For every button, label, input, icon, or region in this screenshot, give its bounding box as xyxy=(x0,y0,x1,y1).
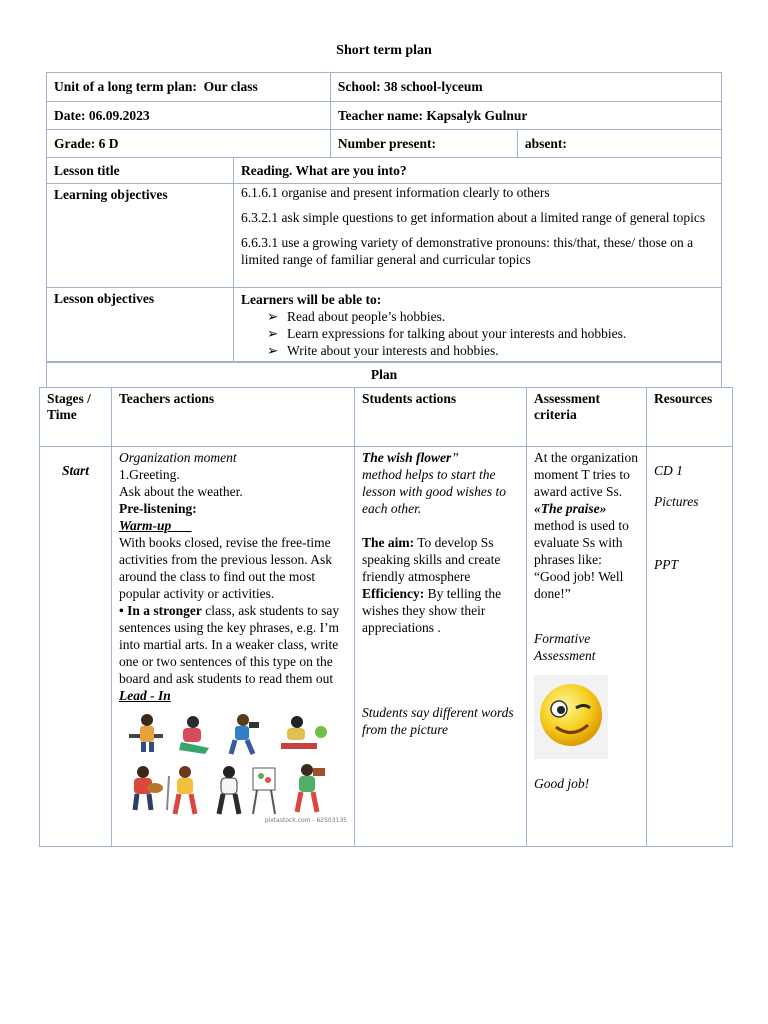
plan-header-table xyxy=(46,362,722,388)
arrow-bullet-icon: ➢ xyxy=(267,326,279,341)
stronger-class-text: • In a stronger class, ask students to say sentences using the key phrases, e.g. I’m into martial arts. In a weaker class, write one or two sentences of this type on the board and ask students to read them out xyxy=(119,603,340,686)
resource-item: Pictures xyxy=(654,494,699,509)
lesson-title-label: Lesson title xyxy=(47,158,234,184)
column-header-assessment: Assessment criteria xyxy=(527,388,647,447)
learning-objective: 6.3.2.1 ask simple questions to get information about a limited range of general topics xyxy=(241,210,706,225)
greeting: 1.Greeting. xyxy=(119,467,180,482)
teacher-actions-cell xyxy=(112,447,355,847)
arrow-bullet-icon: ➢ xyxy=(267,309,279,324)
number-present-cell: Number present: xyxy=(330,130,517,158)
bullet-dot: • xyxy=(119,603,128,618)
school-cell: School: 38 school-lyceum xyxy=(330,73,721,102)
column-header-teacher: Teachers actions xyxy=(112,388,355,447)
learning-objective: 6.1.6.1 organise and present information clearly to others xyxy=(241,185,550,200)
resource-item: PPT xyxy=(654,557,679,572)
column-header-stages: Stages / Time xyxy=(40,388,112,447)
teacher-cell: Teacher name: Kapsalyk Gulnur xyxy=(330,102,721,130)
good-job-text: Good job! xyxy=(534,776,590,791)
resource-item: CD 1 xyxy=(654,463,683,478)
stage-cell xyxy=(40,447,112,847)
wish-flower-text: method helps to start the lesson with good wishes to each other. xyxy=(362,467,507,516)
aim-text: The aim: To develop Ss speaking skills and create friendly atmosphere xyxy=(362,535,501,584)
lesson-objectives-intro: Learners will be able to: xyxy=(241,292,382,307)
warm-up-text: With books closed, revise the free-time activities from the previous lesson. Ask around the class to find out the most popular activity or activities. xyxy=(119,535,332,601)
lesson-title-value: Reading. What are you into? xyxy=(234,158,722,184)
lead-in-heading: Lead - In xyxy=(119,688,171,703)
column-header-students: Students actions xyxy=(355,388,527,447)
lesson-info-table xyxy=(46,72,722,362)
plan-heading: Plan xyxy=(47,363,722,388)
unit-cell xyxy=(47,73,331,102)
learning-objectives-cell xyxy=(234,184,722,288)
list-item: ➢ Write about your interests and hobbies. xyxy=(267,343,499,358)
absent-cell: absent: xyxy=(517,130,721,158)
hobbies-illustration xyxy=(121,710,347,824)
efficiency-text: Efficiency: By telling the wishes they show their appreciations . xyxy=(362,586,502,635)
winking-smiley-icon xyxy=(534,675,608,759)
learning-objectives-label: Learning objectives xyxy=(47,184,234,288)
date-cell: Date: 06.09.2023 xyxy=(47,102,331,130)
image-credit: pixtastock.com - 62503135 xyxy=(264,817,347,824)
arrow-bullet-icon: ➢ xyxy=(267,343,279,358)
pre-listening: Pre-listening: xyxy=(119,501,197,516)
lesson-objectives-cell xyxy=(234,288,722,362)
grade-cell: Grade: 6 D xyxy=(47,130,331,158)
unit-value: Our class xyxy=(203,79,258,94)
assessment-cell xyxy=(527,447,647,847)
picture-words-text: Students say different words from the picture xyxy=(362,705,514,737)
wish-flower-title: The wish flower xyxy=(362,450,452,465)
formative-assessment: Formative Assessment xyxy=(534,631,596,663)
unit-label: Unit of a long term plan: xyxy=(54,79,197,94)
org-moment: Organization moment xyxy=(119,450,237,465)
warm-up-heading: Warm-up xyxy=(119,518,172,533)
assessment-text: At the organization moment T tries to award active Ss. «The praise» method is used to evaluate Ss with phrases like: “Good job! Well done!” xyxy=(534,450,638,601)
weather: Ask about the weather. xyxy=(119,484,243,499)
plan-table xyxy=(39,387,733,847)
resources-cell xyxy=(647,447,733,847)
stage-start: Start xyxy=(61,463,89,478)
list-item: ➢ Read about people’s hobbies. xyxy=(267,309,446,324)
column-header-resources: Resources xyxy=(647,388,733,447)
learning-objective: 6.6.3.1 use a growing variety of demonstrative pronouns: this/that, these/ those on a limited range of familiar general and curricular topics xyxy=(241,235,694,267)
students-actions-cell: The wish flower” method helps to start the lesson with good wishes to each other. The aim: To develop Ss speaking skills and create friendly atmosphere Efficiency: By telling the wishes they show their appreciations . Students say different words from the picture xyxy=(355,447,527,847)
lesson-objectives-label: Lesson objectives xyxy=(47,288,234,362)
document-title: Short term plan xyxy=(336,43,432,58)
list-item: ➢ Learn expressions for talking about your interests and hobbies. xyxy=(267,326,627,341)
hobbies-people-icon xyxy=(121,710,347,824)
lesson-objectives-list xyxy=(241,308,714,359)
